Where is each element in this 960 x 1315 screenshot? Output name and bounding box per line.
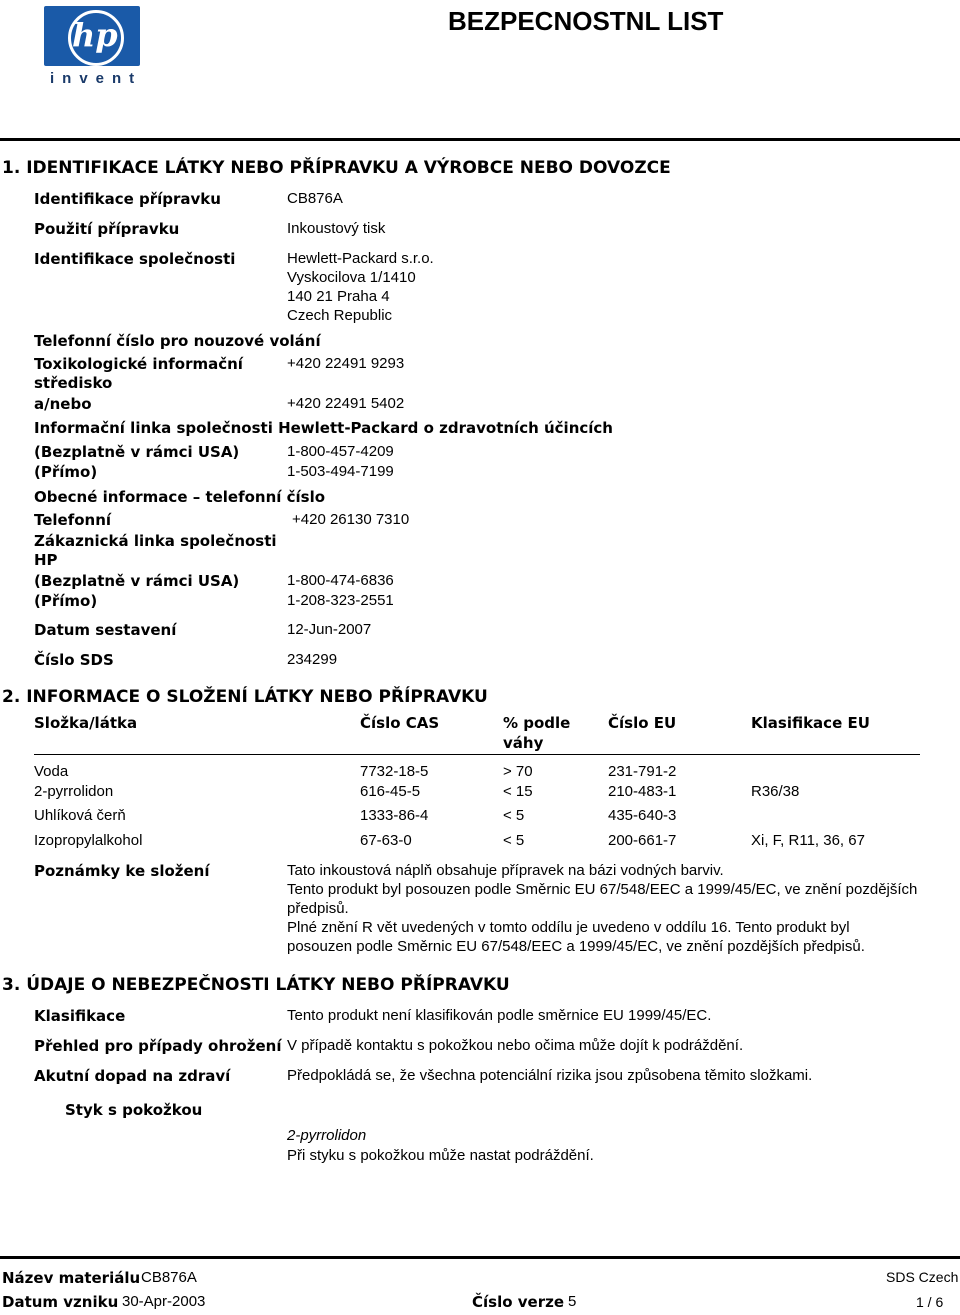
col-header-cas: Číslo CAS bbox=[360, 714, 440, 732]
phone-label: Telefonní bbox=[34, 511, 112, 529]
cell-eu: 200-661-7 bbox=[608, 832, 677, 849]
tox-label-2: středisko bbox=[34, 374, 113, 392]
cell-class: Xi, F, R11, 36, 67 bbox=[751, 832, 865, 849]
address-line-1: Vyskocilova 1/1410 bbox=[287, 269, 416, 286]
label-product-id: Identifikace přípravku bbox=[34, 190, 221, 208]
info-line: Informační linka společnosti Hewlett-Packard o zdravotních účincích bbox=[34, 419, 613, 437]
cell-pct: < 5 bbox=[503, 832, 525, 849]
cell-eu: 231-791-2 bbox=[608, 763, 677, 780]
label-acute-health: Akutní dopad na zdraví bbox=[34, 1067, 231, 1085]
cell-eu: 210-483-1 bbox=[608, 783, 677, 800]
label-product-use: Použití přípravku bbox=[34, 220, 180, 238]
value-classification: Tento produkt není klasifikován podle směrnice EU 1999/45/EC. bbox=[287, 1007, 712, 1024]
direct2-value: 1-208-323-2551 bbox=[287, 592, 394, 609]
footer-page: 1 / 6 bbox=[916, 1294, 944, 1310]
sds-value: 234299 bbox=[287, 651, 338, 668]
notes-label: Poznámky ke složení bbox=[34, 862, 210, 880]
cell-cas: 1333-86-4 bbox=[360, 807, 429, 824]
label-hazard-overview: Přehled pro případy ohrožení bbox=[34, 1037, 282, 1055]
hp-logo-tagline: invent bbox=[50, 70, 143, 87]
tox-value: +420 22491 9293 bbox=[287, 355, 405, 372]
value-company-id: Hewlett-Packard s.r.o. bbox=[287, 250, 434, 267]
cell-name: 2-pyrrolidon bbox=[34, 783, 114, 800]
label-classification: Klasifikace bbox=[34, 1007, 126, 1025]
value-product-use: Inkoustový tisk bbox=[287, 220, 386, 237]
footer-rule bbox=[0, 1256, 960, 1259]
emergency-label: Telefonní číslo pro nouzové volání bbox=[34, 332, 321, 350]
skin-contact-label: Styk s pokožkou bbox=[65, 1101, 203, 1119]
value-hazard-overview: V případě kontaktu s pokožkou nebo očima může dojít k podráždění. bbox=[287, 1037, 744, 1054]
direct2-label: (Přímo) bbox=[34, 592, 98, 610]
notes-line-1: Tato inkoustová náplň obsahuje přípravek na bázi vodných barviv. bbox=[287, 862, 724, 879]
sds-label: Číslo SDS bbox=[34, 651, 114, 669]
cell-pct: > 70 bbox=[503, 763, 533, 780]
skin-substance: 2-pyrrolidon bbox=[287, 1127, 367, 1144]
direct-label: (Přímo) bbox=[34, 463, 98, 481]
footer-material-label: Název materiálu bbox=[2, 1269, 141, 1287]
section-1-heading: 1. IDENTIFIKACE LÁTKY NEBO PŘÍPRAVKU A VÝROBCE NEBO DOVOZCE bbox=[2, 158, 671, 178]
footer-created-value: 30-Apr-2003 bbox=[122, 1293, 206, 1310]
notes-line-3: předpisů. bbox=[287, 900, 349, 917]
address-line-3: Czech Republic bbox=[287, 307, 393, 324]
cell-eu: 435-640-3 bbox=[608, 807, 677, 824]
hp-logo-text: hp bbox=[72, 16, 118, 54]
free2-label: (Bezplatně v rámci USA) bbox=[34, 572, 240, 590]
value-product-id: CB876A bbox=[287, 190, 343, 207]
cell-pct: < 5 bbox=[503, 807, 525, 824]
customer-label-2: HP bbox=[34, 551, 58, 569]
notes-line-4: Plné znění R vět uvedených v tomto oddílu je uvedeno v oddílu 16. Tento produkt byl bbox=[287, 919, 850, 936]
cell-cas: 7732-18-5 bbox=[360, 763, 429, 780]
date-value: 12-Jun-2007 bbox=[287, 621, 372, 638]
section-3-heading: 3. ÚDAJE O NEBEZPEČNOSTI LÁTKY NEBO PŘÍPRAVKU bbox=[2, 975, 510, 995]
value-acute-health: Předpokládá se, že všechna potenciální rizika jsou způsobena těmito složkami. bbox=[287, 1067, 813, 1084]
phone-value: +420 26130 7310 bbox=[292, 511, 410, 528]
cell-name: Izopropylalkohol bbox=[34, 832, 143, 849]
skin-text: Při styku s pokožkou může nastat podráždění. bbox=[287, 1147, 594, 1164]
table-header-rule bbox=[34, 754, 920, 755]
cell-name: Voda bbox=[34, 763, 69, 780]
direct-value: 1-503-494-7199 bbox=[287, 463, 394, 480]
tox-label-1: Toxikologické informační bbox=[34, 355, 243, 373]
free-label: (Bezplatně v rámci USA) bbox=[34, 443, 240, 461]
col-header-eu: Číslo EU bbox=[608, 714, 677, 732]
address-line-2: 140 21 Praha 4 bbox=[287, 288, 390, 305]
col-header-substance: Složka/látka bbox=[34, 714, 138, 732]
footer-material-value: CB876A bbox=[141, 1269, 197, 1286]
col-header-pct-2: váhy bbox=[503, 734, 544, 752]
label-company-id: Identifikace společnosti bbox=[34, 250, 236, 268]
cell-cas: 616-45-5 bbox=[360, 783, 421, 800]
anebo-value: +420 22491 5402 bbox=[287, 395, 405, 412]
cell-pct: < 15 bbox=[503, 783, 533, 800]
section-2-heading: 2. INFORMACE O SLOŽENÍ LÁTKY NEBO PŘÍPRAVKU bbox=[2, 687, 488, 707]
free2-value: 1-800-474-6836 bbox=[287, 572, 394, 589]
notes-line-5: posouzen podle Směrnic EU 67/548/EEC a 1999/45/EC, ve znění pozdějších předpisů. bbox=[287, 938, 865, 955]
page-title: BEZPECNOSTNL LIST bbox=[448, 6, 724, 36]
free-value: 1-800-457-4209 bbox=[287, 443, 394, 460]
cell-name: Uhlíková čerň bbox=[34, 807, 126, 824]
customer-label-1: Zákaznická linka společnosti bbox=[34, 532, 277, 550]
footer-version-label: Číslo verze bbox=[472, 1293, 564, 1311]
general-label: Obecné informace – telefonní číslo bbox=[34, 488, 326, 506]
footer-version-value: 5 bbox=[568, 1293, 577, 1310]
footer-sds-lang: SDS Czech bbox=[886, 1269, 959, 1285]
col-header-pct-1: % podle bbox=[503, 714, 571, 732]
col-header-class: Klasifikace EU bbox=[751, 714, 870, 732]
notes-line-2: Tento produkt byl posouzen podle Směrnic EU 67/548/EEC a 1999/45/EC, ve znění pozdějších bbox=[287, 881, 918, 898]
cell-cas: 67-63-0 bbox=[360, 832, 412, 849]
header-rule bbox=[0, 138, 960, 141]
footer-created-label: Datum vzniku bbox=[2, 1293, 119, 1311]
anebo-label: a/nebo bbox=[34, 395, 92, 413]
hp-logo bbox=[44, 6, 143, 90]
date-label: Datum sestavení bbox=[34, 621, 177, 639]
cell-class: R36/38 bbox=[751, 783, 800, 800]
